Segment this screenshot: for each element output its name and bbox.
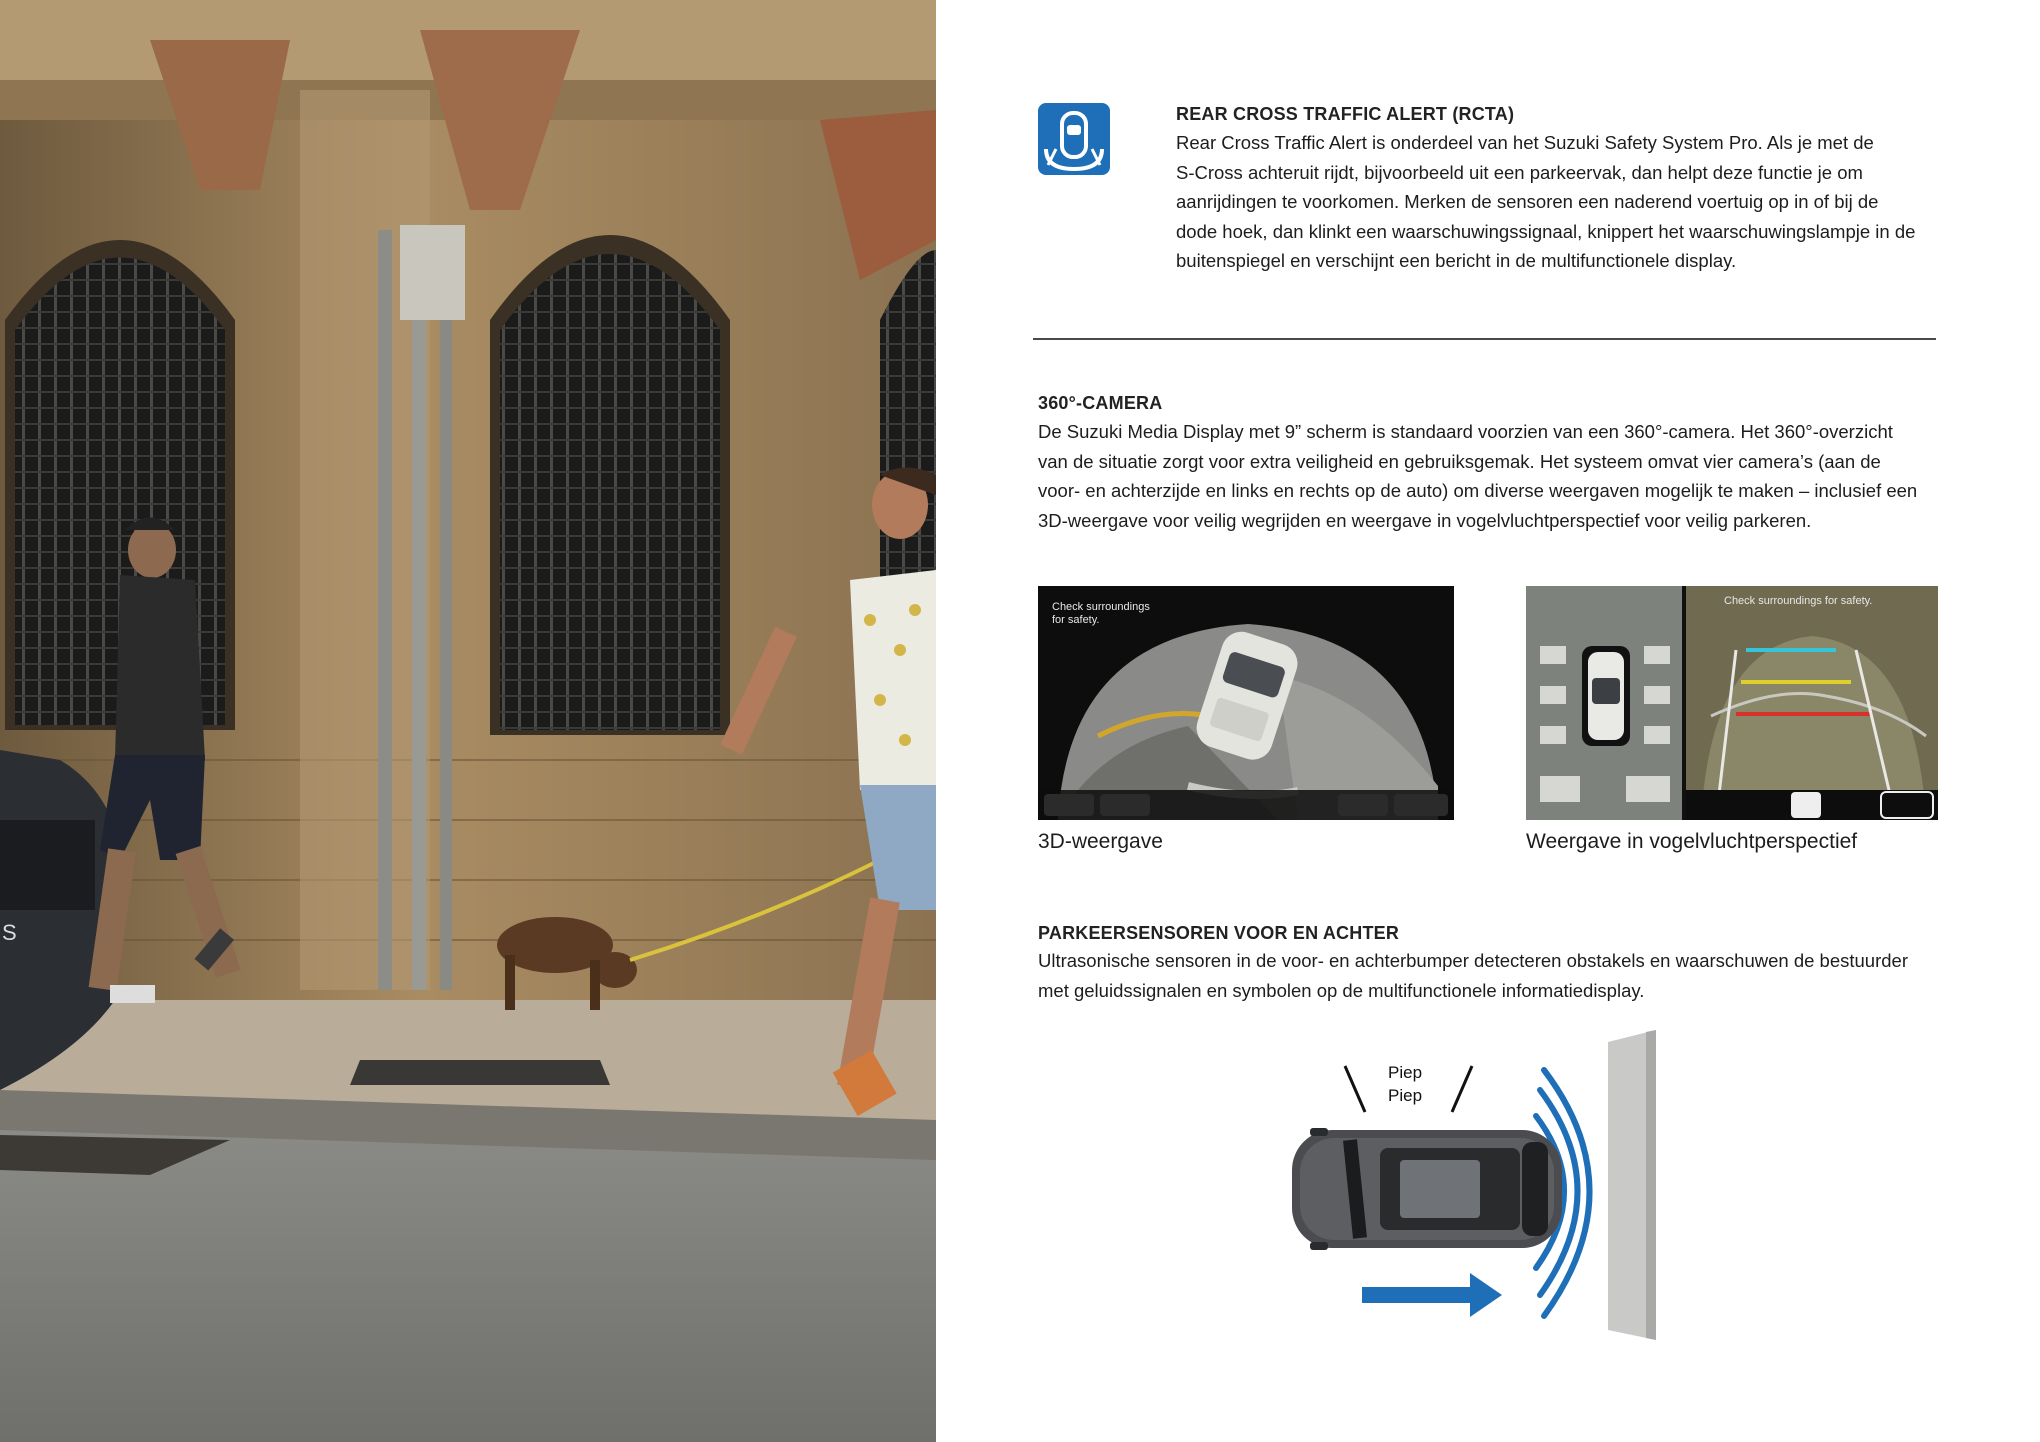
parking-title: PARKEERSENSOREN VOOR EN ACHTER [1038,923,1400,943]
camera-3d-caption: 3D-weergave [1038,830,1163,853]
camera-3d-screen-text-2: for safety. [1052,614,1100,626]
camera-line: De Suzuki Media Display met 9” scherm is standaard voorzien van een 360°-camera. Het 360°-overzicht [1038,421,1893,442]
camera-line: voor- en achterzijde en links en rechts op de auto) om diverse weergaven mogelijk te maken – inclusief een [1038,480,1918,501]
parking-body [1038,946,1908,1005]
parking-line: met geluidssignalen en symbolen op de multifunctionele informatiedisplay. [1038,979,1645,1001]
rcta-line: buitenspiegel en verschijnt een bericht in de multifunctionele display. [1176,250,1737,271]
section-divider [1033,338,1936,340]
rear-cross-traffic-icon [1038,103,1110,175]
camera-birdseye-view-image [1526,586,1938,820]
car-top-view [1292,1128,1562,1250]
rcta-title: REAR CROSS TRAFFIC ALERT (RCTA) [1176,104,1515,124]
rcta-line: S-Cross achteruit rijdt, bijvoorbeeld uit een parkeervak, dan helpt deze functie je om [1176,161,1863,183]
camera-birdseye-screen-text: Check surroundings for safety. [1724,595,1873,607]
beep-label-2: Piep [1388,1086,1423,1105]
beep-label-1: Piep [1388,1063,1423,1082]
rcta-body [1176,128,1915,276]
rcta-line: aanrijdingen te voorkomen. Merken de sensoren een naderend voertuig op in of bij de [1176,191,1879,212]
parking-line: Ultrasonische sensoren in de voor- en achterbumper detecteren obstakels en waarschuwen de bestuurder [1038,950,1908,971]
rcta-line: dode hoek, dan klinkt een waarschuwingssignaal, knippert het waarschuwingslampje in de [1176,220,1916,242]
camera-3d-screen-text-1: Check surroundings [1052,601,1150,613]
camera-line: 3D-weergave voor veilig wegrijden en weergave in vogelvluchtperspectief voor veilig parkeren. [1038,509,1812,531]
camera-birdseye-caption: Weergave in vogelvluchtperspectief [1526,830,1858,853]
parking-sensor-diagram [1250,1030,1670,1350]
camera-3d-view-image [1038,586,1454,820]
rcta-line: Rear Cross Traffic Alert is onderdeel van het Suzuki Safety System Pro. Als je met de [1176,132,1874,153]
camera-body [1038,417,1917,535]
street-scene-photo [0,0,936,1442]
license-plate-fragment: S [2,920,17,945]
camera-line: van de situatie zorgt voor extra veiligheid en gebruiksgemak. Het systeem omvat vier camera’s (aan de [1038,450,1881,472]
camera-title: 360°-CAMERA [1038,393,1163,413]
direction-arrow-icon [1362,1273,1502,1317]
